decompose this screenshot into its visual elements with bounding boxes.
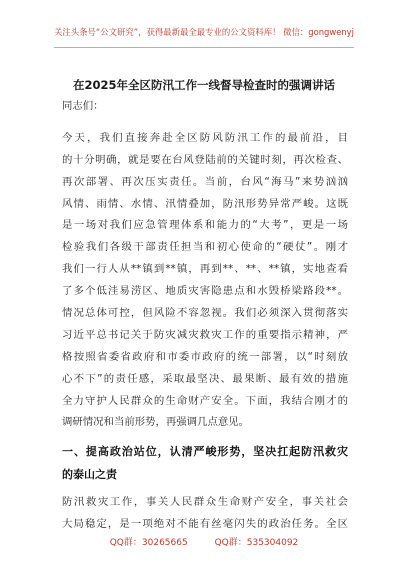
document-body (62, 96, 348, 536)
paragraph-line: 情况总体可控，但风险不容忽视。我们必须深入贯彻落实 (62, 307, 348, 320)
paragraph-line: 是一场对我们应急管理体系和能力的“大考”，更是一场 (62, 219, 348, 232)
paragraph-line: 调研情况和当前形势，再强调几点意见。 (62, 416, 250, 429)
paragraph-line: 了多个低洼易涝区、地质灾害隐患点和水毁桥梁路段**。 (62, 285, 348, 298)
heading-line: 一、提高政治站位，认清严峻形势，坚决扛起防汛救灾 (62, 445, 348, 459)
paragraph-line: 心不下”的责任感，采取最坚决、最果断、最有效的措施 (62, 372, 348, 385)
heading-line: 的泰山之责 (62, 468, 117, 482)
paragraph-line: 风情、雨情、水情、汛情叠加，防汛形势异常严峻。这既 (62, 197, 348, 210)
footer-qq-group-1: QQ群：30265665 (109, 538, 188, 548)
paragraph-line: 我们一行人从**镇到**镇，再到**、**、**镇，实地查看 (62, 263, 348, 276)
section-1-heading (62, 440, 348, 486)
paragraph-line: 格按照省委省政府和市委市政府的统一部署，以“时刻放 (62, 350, 348, 363)
greeting: 同志们： (62, 100, 104, 112)
paragraph-line: 大局稳定，是一项绝对不能有丝毫闪失的政治任务。全区 (62, 518, 348, 531)
paragraph-1 (62, 128, 348, 434)
paragraph-line: 的十分明确，就是要在台风登陆前的关键时刻，再次检查、 (62, 153, 348, 166)
footer-qq-group-2: QQ群：535304092 (214, 538, 299, 548)
paragraph-line: 全力守护人民群众的生命财产安全。下面，我结合刚才的 (62, 394, 348, 407)
paragraph-line: 习近平总书记关于防灾减灾救灾工作的重要指示精神，严 (62, 328, 348, 341)
document-title: 在2025年全区防汛工作一线督导检查时的强调讲话 (72, 78, 335, 92)
header-banner: 关注头条号“公文研究”，获得最新最全最专业的公文资料库！ 微信：gongwenyj (54, 27, 354, 37)
paragraph-line: 检验我们各级干部责任担当和初心使命的“硬仗”。刚才 (62, 241, 348, 254)
header-divider (54, 47, 354, 48)
paragraph-2 (62, 492, 348, 536)
paragraph-line: 再次部署、再次压实责任。当前，台风“海马”来势汹汹 (62, 175, 348, 188)
paragraph-line: 今天，我们直接奔赴全区防风防汛工作的最前沿，目 (62, 131, 348, 144)
footer (0, 535, 408, 548)
paragraph-line: 防汛救灾工作，事关人民群众生命财产安全，事关社会 (62, 496, 348, 509)
